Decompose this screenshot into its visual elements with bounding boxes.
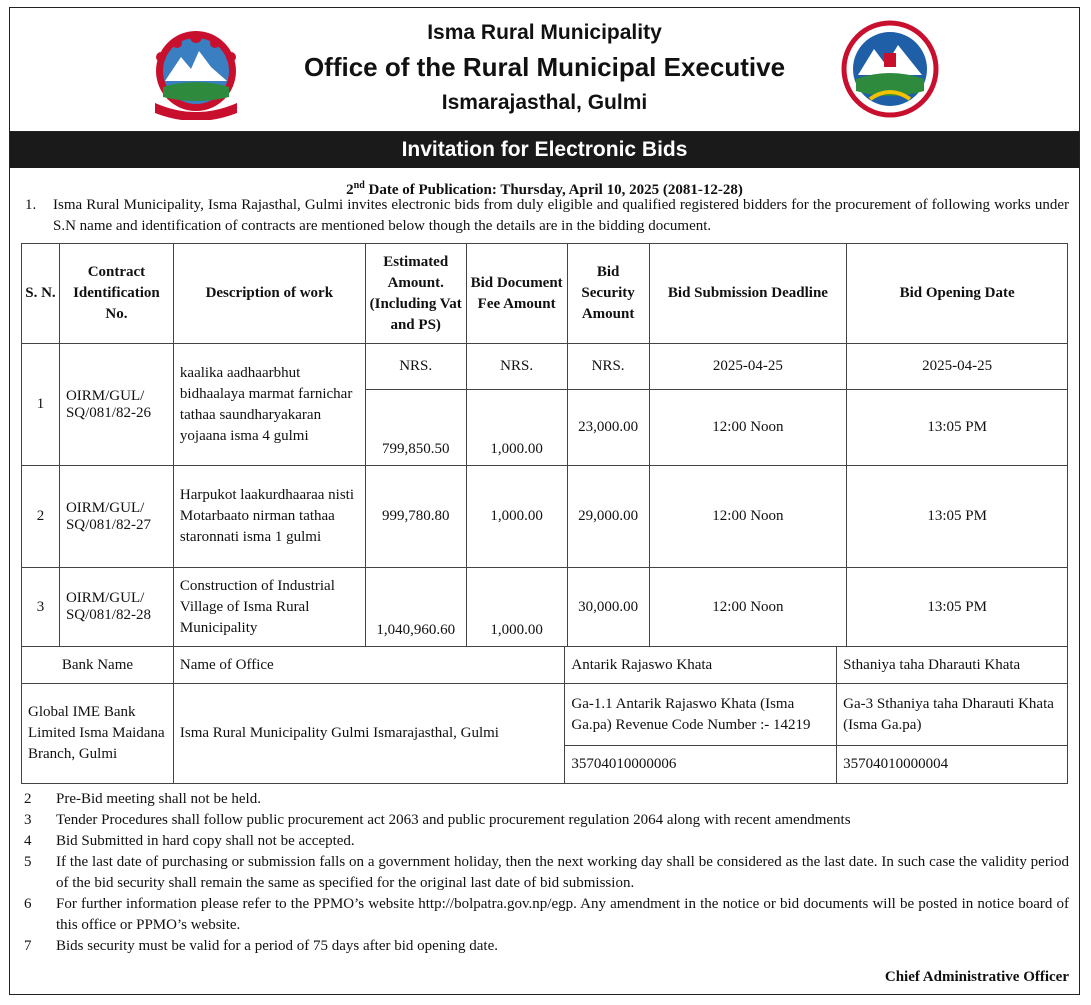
intro-paragraph [10, 195, 1079, 237]
header-estimated-amount: Estimated Amount. (Including Vat and PS) [365, 244, 466, 344]
list-item [10, 852, 1079, 894]
header-description: Description of work [173, 244, 365, 344]
row-bid-security: 30,000.00 [567, 568, 649, 647]
antarik-account-number: 35704010000006 [565, 746, 837, 784]
table-row [22, 344, 1068, 390]
note-number: 5 [24, 854, 32, 870]
municipality-name: Isma Rural Municipality [427, 21, 662, 44]
row-contract-id: OIRM/GUL/ SQ/081/82-26 [59, 344, 173, 466]
row-sn: 2 [22, 466, 60, 568]
row-estimated-amount: 1,040,960.60 [365, 568, 466, 647]
row-currency: NRS. [365, 344, 466, 390]
row-description: Construction of Industrial Village of Isma Rural Municipality [173, 568, 365, 647]
row-contract-id: OIRM/GUL/ SQ/081/82-28 [59, 568, 173, 647]
row-description: Harpukot laakurdhaaraa nisti Motarbaato nirman tathaa staronnati isma 1 gulmi [173, 466, 365, 568]
intro-number: 1. [25, 197, 37, 213]
bank-header-office: Name of Office [173, 647, 565, 684]
row-sn: 1 [22, 344, 60, 466]
bank-table [21, 646, 1068, 784]
table-header-row [22, 244, 1068, 344]
bids-table [21, 243, 1068, 647]
office-location: Ismarajasthal, Gulmi [441, 91, 648, 114]
row-doc-fee: 1,000.00 [466, 466, 567, 568]
note-text: For further information please refer to the PPMO’s website http://bolpatra.gov.np/egp. Any amendment in the notice or bid documents will be posted in notice board of this office or PPMO’s website. [56, 896, 1069, 933]
row-bid-security: 29,000.00 [567, 466, 649, 568]
sthaniya-account-desc: Ga-3 Sthaniya taha Dharauti Khata (Isma Ga.pa) [837, 684, 1068, 746]
notice-title: Invitation for Electronic Bids [10, 132, 1079, 168]
office-name: Office of the Rural Municipal Executive [303, 52, 786, 82]
row-submission-date: 2025-04-25 [649, 344, 847, 390]
row-sn: 3 [22, 568, 60, 647]
note-text: Pre-Bid meeting shall not be held. [56, 791, 261, 807]
row-opening-time: 13:05 PM [847, 568, 1068, 647]
bank-name: Global IME Bank Limited Isma Maidana Branch, Gulmi [22, 684, 174, 784]
row-opening-time: 13:05 PM [847, 466, 1068, 568]
notice-page [9, 7, 1080, 995]
note-number: 6 [24, 896, 32, 912]
row-estimated-amount: 999,780.80 [365, 466, 466, 568]
municipality-seal-logo [840, 19, 940, 122]
header-contract-id: Contract Identification No. [59, 244, 173, 344]
row-currency: NRS. [567, 344, 649, 390]
header-doc-fee: Bid Document Fee Amount [466, 244, 567, 344]
bank-header-sthaniya: Sthaniya taha Dharauti Khata [837, 647, 1068, 684]
bank-header-row [22, 647, 1068, 684]
list-item [10, 789, 1079, 810]
note-number: 4 [24, 833, 32, 849]
header-submission-deadline: Bid Submission Deadline [649, 244, 847, 344]
row-opening-time: 13:05 PM [847, 390, 1068, 466]
sthaniya-account-number: 35704010000004 [837, 746, 1068, 784]
row-doc-fee: 1,000.00 [466, 390, 567, 466]
header-bid-security: Bid Security Amount [567, 244, 649, 344]
note-number: 3 [24, 812, 32, 828]
publication-ordinal-suffix: nd [353, 180, 365, 191]
table-row [22, 466, 1068, 568]
row-bid-security: 23,000.00 [567, 390, 649, 466]
note-number: 7 [24, 938, 32, 954]
notes-list [10, 789, 1079, 957]
row-description: kaalika aadhaarbhut bidhaalaya marmat farnichar tathaa saundharyakaran yojaana isma 4 gulmi [173, 344, 365, 466]
publication-ordinal: 2 [346, 182, 354, 198]
list-item [10, 936, 1079, 957]
note-text: Bids security must be valid for a period of 75 days after bid opening date. [56, 938, 498, 954]
note-text: Tender Procedures shall follow public procurement act 2063 and public procurement regulation 2064 along with recent amendments [56, 812, 851, 828]
intro-text: Isma Rural Municipality, Isma Rajasthal, Gulmi invites electronic bids from duly eligible and qualified registered bidders for the procurement of following works under S.N name and identification of contracts are mentioned below though the details are in the bidding document. [53, 197, 1069, 234]
bank-header-bank: Bank Name [22, 647, 174, 684]
row-opening-date: 2025-04-25 [847, 344, 1068, 390]
note-text: Bid Submitted in hard copy shall not be accepted. [56, 833, 355, 849]
row-contract-id: OIRM/GUL/ SQ/081/82-27 [59, 466, 173, 568]
row-submission-time: 12:00 Noon [649, 466, 847, 568]
bank-header-antarik: Antarik Rajaswo Khata [565, 647, 837, 684]
signatory-title: Chief Administrative Officer [884, 969, 1069, 985]
header-opening-date: Bid Opening Date [847, 244, 1068, 344]
note-text: If the last date of purchasing or submission falls on a government holiday, then the next working day shall be considered as the last date. In such case the validity period of the bid security shall remain the same as specified for the original last date of bid submission. [56, 854, 1069, 891]
row-doc-fee: 1,000.00 [466, 568, 567, 647]
list-item [10, 810, 1079, 831]
row-submission-time: 12:00 Noon [649, 390, 847, 466]
list-item [10, 831, 1079, 852]
note-number: 2 [24, 791, 32, 807]
row-submission-time: 12:00 Noon [649, 568, 847, 647]
antarik-account-desc: Ga-1.1 Antarik Rajaswo Khata (Isma Ga.pa) Revenue Code Number :- 14219 [565, 684, 837, 746]
row-estimated-amount: 799,850.50 [365, 390, 466, 466]
bank-row [22, 684, 1068, 746]
table-row [22, 568, 1068, 647]
list-item [10, 894, 1079, 936]
publication-date [10, 177, 1079, 198]
row-currency: NRS. [466, 344, 567, 390]
header-sn: S. N. [22, 244, 60, 344]
notice-header [10, 8, 1079, 132]
publication-date-text: Date of Publication: Thursday, April 10, 2025 (2081-12-28) [364, 182, 743, 198]
office-details: Isma Rural Municipality Gulmi Ismarajasthal, Gulmi [173, 684, 565, 784]
